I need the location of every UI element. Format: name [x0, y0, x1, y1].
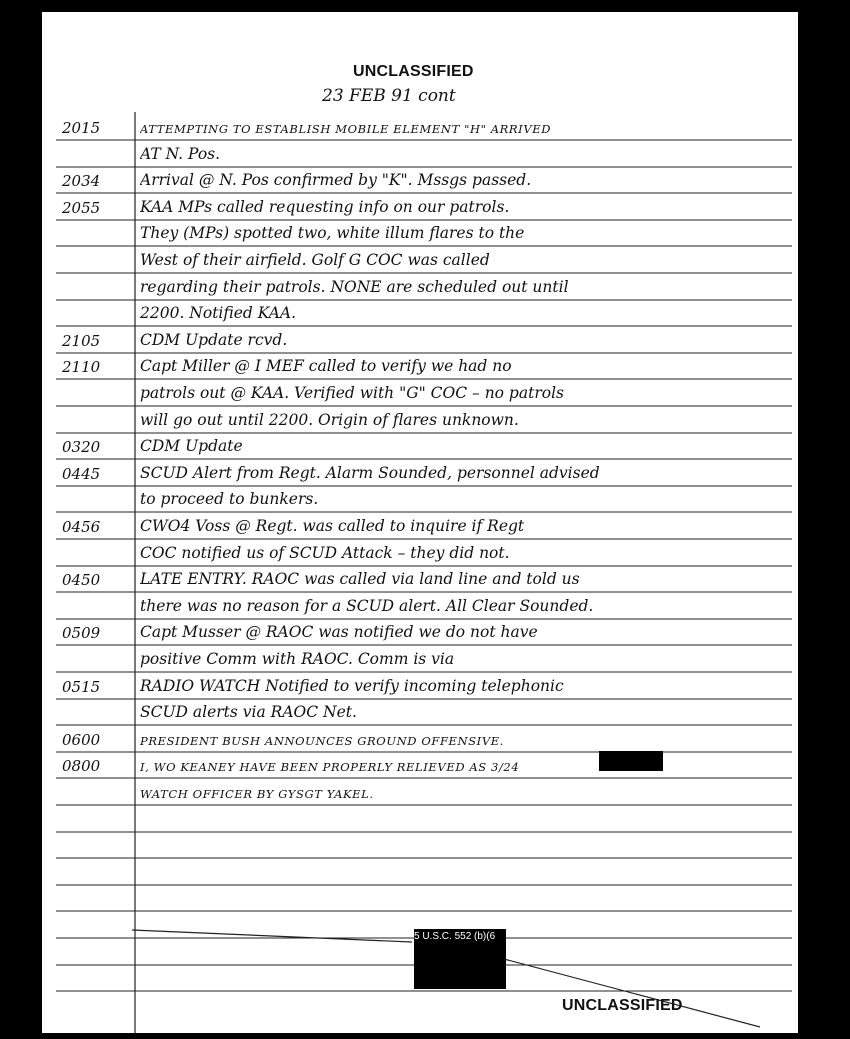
entry-time: 0509	[62, 624, 101, 642]
strike-line-bottom	[504, 959, 760, 1027]
entry-text: Arrival @ N. Pos confirmed by "K". Mssgs passed.	[140, 171, 532, 189]
entry-text: RADIO WATCH Notified to verify incoming telephonic	[140, 677, 564, 695]
entry-text: Capt Miller @ I MEF called to verify we had no	[140, 357, 512, 375]
log-entry-row	[42, 382, 798, 409]
log-entry-row	[42, 568, 798, 595]
log-entry-row	[42, 754, 798, 781]
entry-time: 0450	[62, 571, 101, 589]
entry-time: 0800	[62, 757, 101, 775]
entry-time: 2110	[62, 358, 101, 376]
entry-text: patrols out @ KAA. Verified with "G" COC – no patrols	[140, 384, 564, 402]
log-entry-row	[42, 329, 798, 356]
entry-text: West of their airfield. Golf G COC was called	[140, 251, 490, 269]
log-entry-row	[42, 196, 798, 223]
entry-text: regarding their patrols. NONE are scheduled out until	[140, 278, 569, 296]
classification-banner-top: UNCLASSIFIED	[353, 63, 474, 80]
log-entry-row	[42, 249, 798, 276]
entry-text: WATCH OFFICER BY GYSGT YAKEL.	[140, 787, 374, 801]
log-entry-row	[42, 143, 798, 170]
redaction-exemption-label: 5 U.S.C. 552 (b)(6	[414, 931, 496, 942]
entry-text: Capt Musser @ RAOC was notified we do not have	[140, 623, 538, 641]
log-page	[42, 12, 798, 1033]
log-entry-row	[42, 542, 798, 569]
log-entry-row	[42, 648, 798, 675]
entry-text: CDM Update	[140, 437, 243, 455]
entry-text: 2200. Notified KAA.	[140, 304, 297, 322]
log-entry-row	[42, 701, 798, 728]
entry-text: AT N. Pos.	[140, 145, 221, 163]
classification-banner-bottom: UNCLASSIFIED	[562, 997, 683, 1014]
log-entry-row	[42, 462, 798, 489]
entry-time: 0456	[62, 518, 101, 536]
entry-text: KAA MPs called requesting info on our patrols.	[140, 198, 510, 216]
log-entry-row	[42, 515, 798, 542]
scan-border-bottom	[0, 1033, 850, 1039]
entry-time: 2055	[62, 199, 101, 217]
entry-text: COC notified us of SCUD Attack – they did not.	[140, 544, 510, 562]
entry-text: LATE ENTRY. RAOC was called via land line and told us	[140, 570, 580, 588]
entry-text: CWO4 Voss @ Regt. was called to inquire if Regt	[140, 517, 525, 535]
strike-line	[132, 930, 412, 942]
entry-text: CDM Update rcvd.	[140, 331, 288, 349]
entry-text: to proceed to bunkers.	[140, 490, 319, 508]
entry-text: PRESIDENT BUSH ANNOUNCES GROUND OFFENSIVE.	[140, 734, 504, 748]
entry-time: 0320	[62, 438, 101, 456]
log-entry-row	[42, 302, 798, 329]
entry-text: SCUD alerts via RAOC Net.	[140, 703, 357, 721]
entry-text: I, WO KEANEY HAVE BEEN PROPERLY RELIEVED AS 3/24	[140, 760, 520, 774]
entry-time: 0600	[62, 731, 101, 749]
redaction-box-inline	[599, 751, 663, 771]
log-entry-row	[42, 488, 798, 515]
entry-time: 0515	[62, 678, 101, 696]
entry-time: 0445	[62, 465, 101, 483]
log-entry-row	[42, 728, 798, 755]
log-entry-row	[42, 409, 798, 436]
scan-border-right	[798, 0, 850, 1039]
log-entry-row	[42, 222, 798, 249]
entry-text: They (MPs) spotted two, white illum flares to the	[140, 224, 525, 242]
log-entry-row	[42, 116, 798, 143]
log-entry-row	[42, 435, 798, 462]
entry-text: will go out until 2200. Origin of flares unknown.	[140, 411, 519, 429]
log-entry-row	[42, 276, 798, 303]
entry-time: 2015	[62, 119, 101, 137]
log-entry-row	[42, 169, 798, 196]
entry-text: ATTEMPTING TO ESTABLISH MOBILE ELEMENT "H" ARRIVED	[140, 122, 552, 136]
scan-border-left	[0, 0, 42, 1039]
log-entry-row	[42, 781, 798, 808]
entry-text: there was no reason for a SCUD alert. All Clear Sounded.	[140, 597, 594, 615]
scan-border-top	[0, 0, 850, 12]
log-entry-row	[42, 621, 798, 648]
log-entry-row	[42, 355, 798, 382]
log-entry-row	[42, 675, 798, 702]
entry-time: 2105	[62, 332, 101, 350]
entry-text: SCUD Alert from Regt. Alarm Sounded, personnel advised	[140, 464, 600, 482]
entry-text: positive Comm with RAOC. Comm is via	[140, 650, 455, 668]
log-entry-row	[42, 595, 798, 622]
entry-time: 2034	[62, 172, 101, 190]
date-header: 23 FEB 91 cont	[322, 86, 456, 106]
